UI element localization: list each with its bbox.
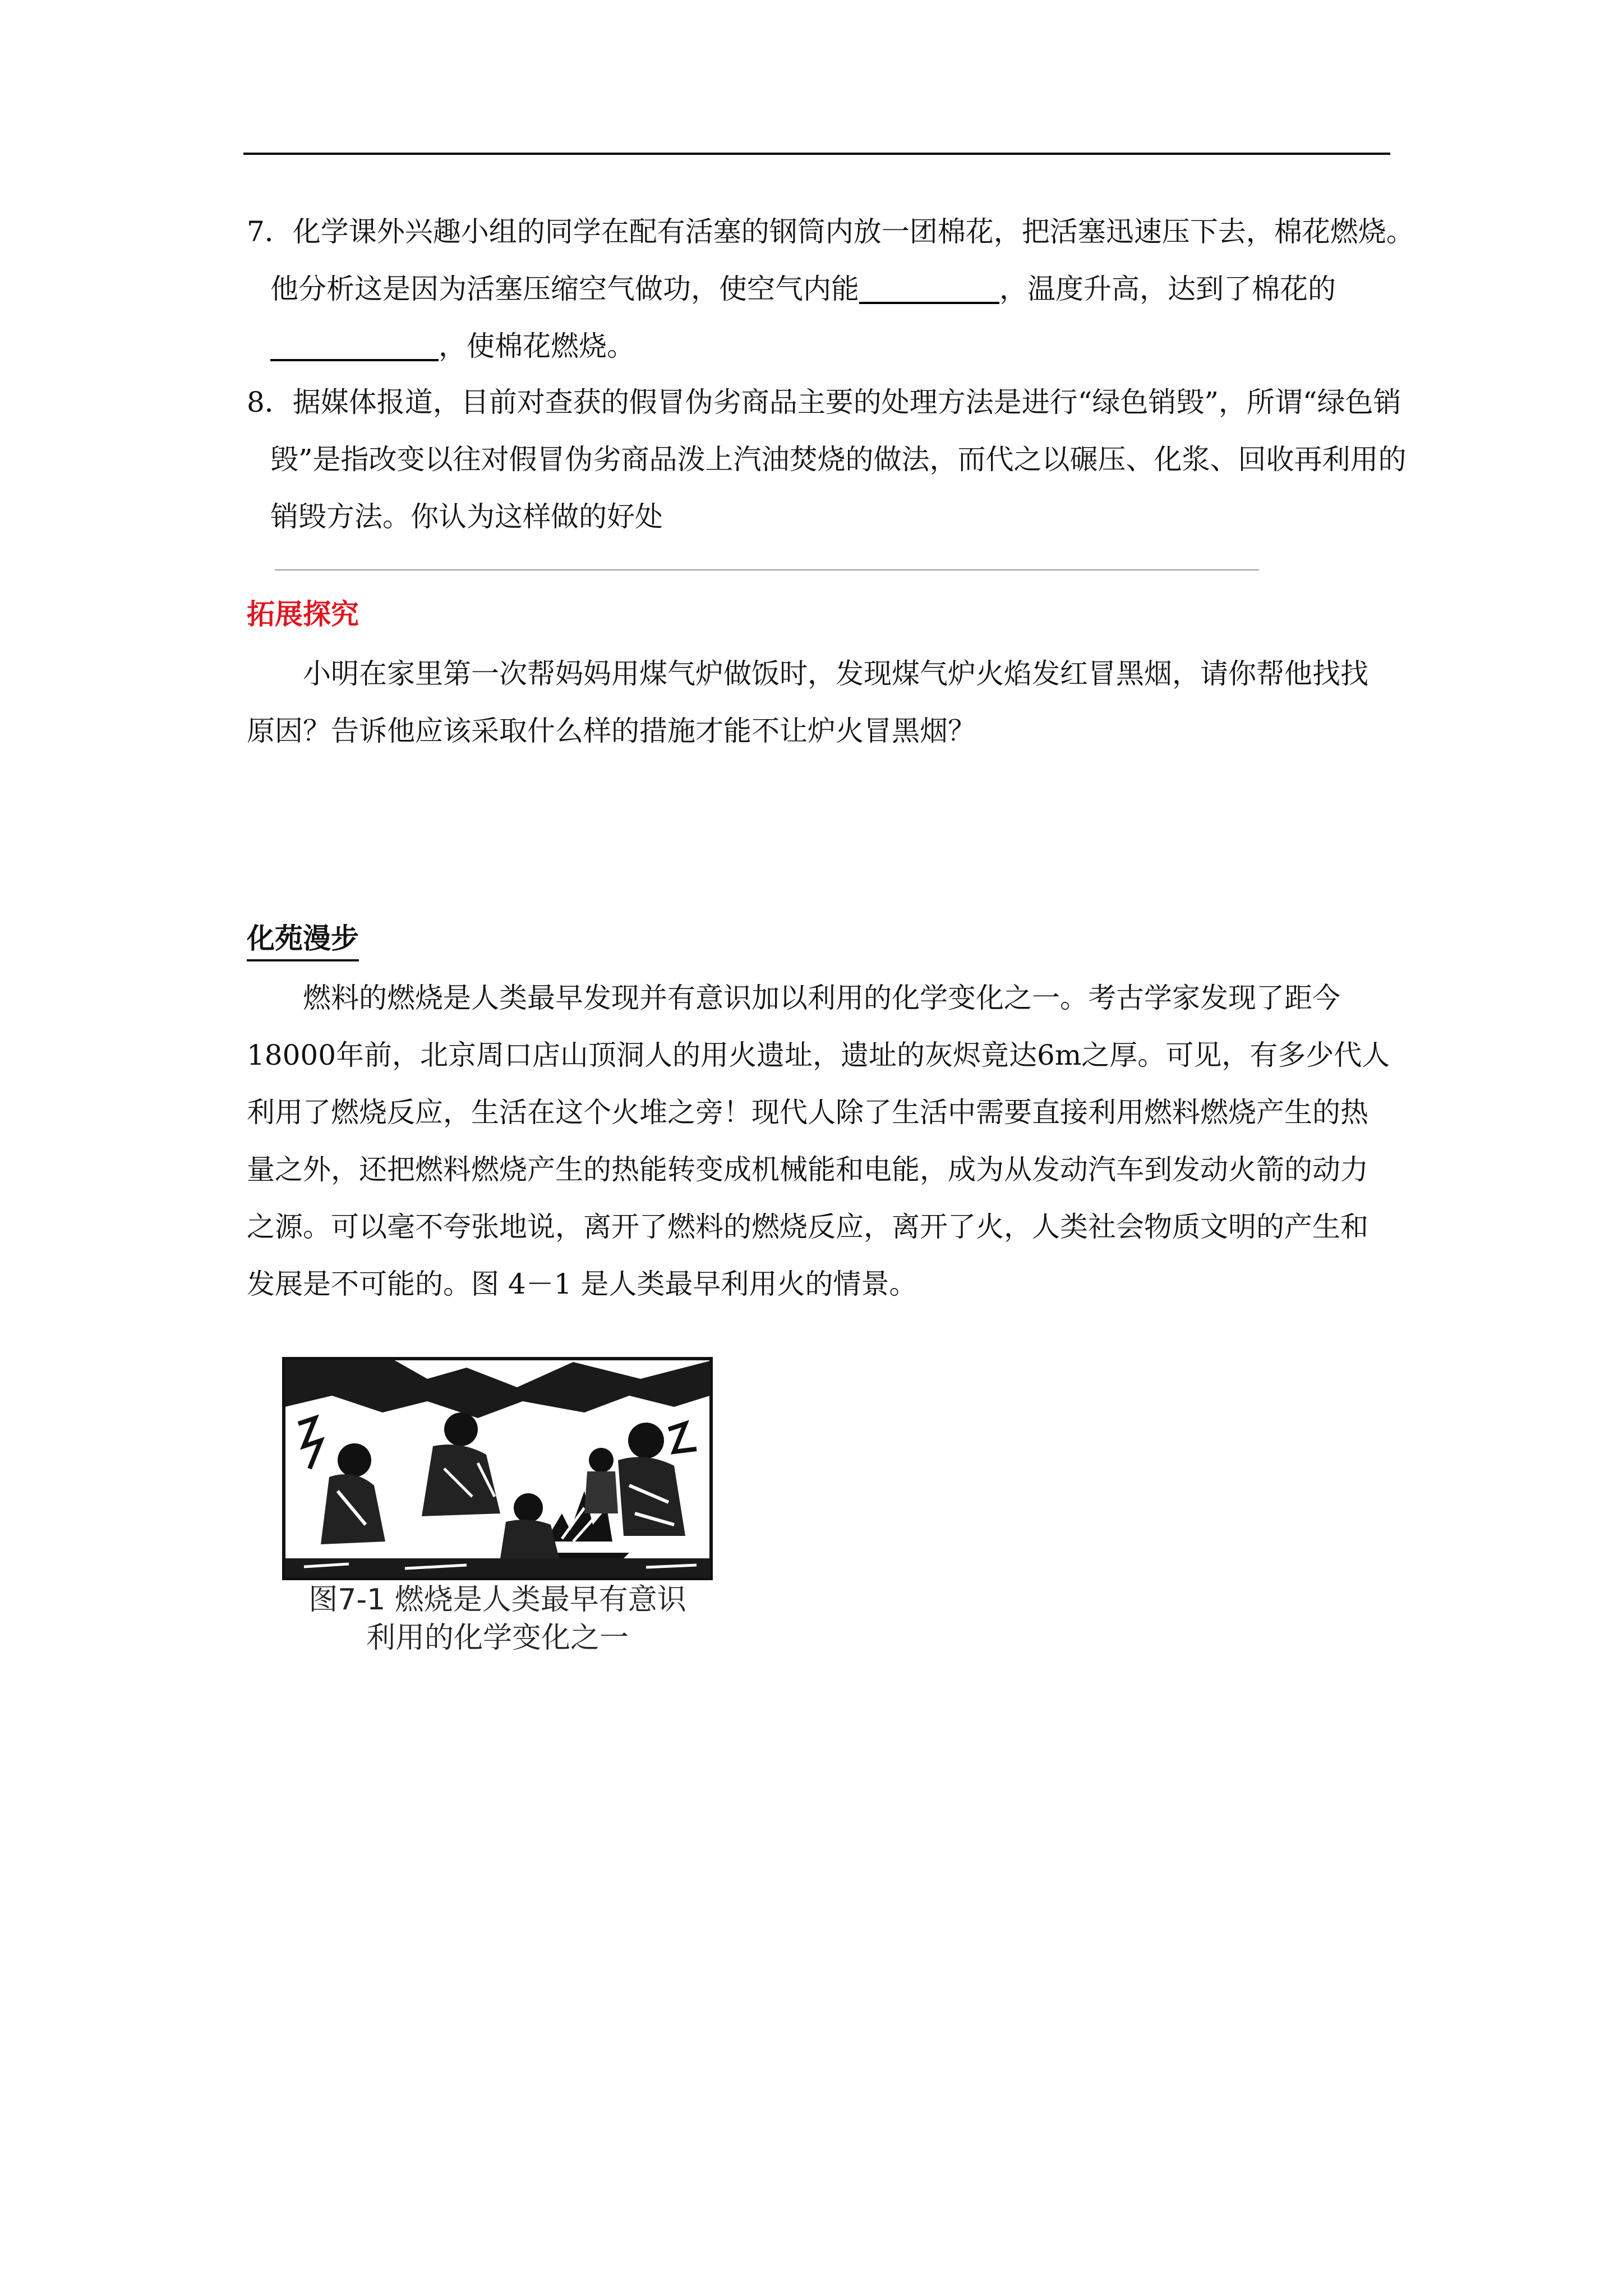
question-8-text: 8．据媒体报道，目前对查获的假冒伪劣商品主要的处理方法是进行“绿色销毁”，所谓“绿色销毁”是指改变以往对假冒伪劣商品泼上汽油焚烧的做法，而代之以碾压、化浆、回收再利用的销毁方法。你认为这样做的好处	[247, 386, 1407, 533]
cave-fire-illustration	[282, 1356, 713, 1581]
figure-caption-line-2: 利用的化学变化之一	[366, 1621, 629, 1655]
answer-blank-2[interactable]	[270, 331, 439, 361]
explore-heading: 拓展探究	[247, 597, 359, 631]
figure-caption	[282, 1581, 713, 1657]
question-7-text-b: ，温度升高，达到了棉花的	[999, 273, 1336, 305]
answer-line[interactable]	[275, 569, 1259, 570]
header-rule	[243, 153, 1390, 155]
story-heading: 化苑漫步	[247, 919, 359, 961]
question-7	[247, 203, 1420, 375]
question-8	[247, 374, 1420, 545]
question-7-text-c: ，使棉花燃烧。	[439, 330, 635, 362]
figure-early-fire	[282, 1356, 713, 1671]
figure-caption-line-1: 图7-1 燃烧是人类最早有意识	[308, 1583, 686, 1617]
answer-blank-1[interactable]	[859, 274, 999, 304]
explore-paragraph: 小明在家里第一次帮妈妈用煤气炉做饭时，发现煤气炉火焰发红冒黑烟，请你帮他找找原因？告诉他应该采取什么样的措施才能不让炉火冒黑烟？	[247, 657, 1368, 747]
question-7-text-a: 7．化学课外兴趣小组的同学在配有活塞的钢筒内放一团棉花，把活塞迅速压下去，棉花燃烧。他分析这是因为活塞压缩空气做功，使空气内能	[247, 215, 1414, 305]
story-paragraph: 燃料的燃烧是人类最早发现并有意识加以利用的化学变化之一。考古学家发现了距今18000年前，北京周口店山顶洞人的用火遗址，遗址的灰烬竟达6m之厚。可见，有多少代人利用了燃烧反应，生活在这个火堆之旁！现代人除了生活中需要直接利用燃料燃烧产生的热量之外，还把燃料燃烧产生的热能转变成机械能和电能，成为从发动汽车到发动火箭的动力之源。可以毫不夸张地说，离开了燃料的燃烧反应，离开了火，人类社会物质文明的产生和发展是不可能的。图 4－1 是人类最早利用火的情景。	[247, 982, 1390, 1300]
